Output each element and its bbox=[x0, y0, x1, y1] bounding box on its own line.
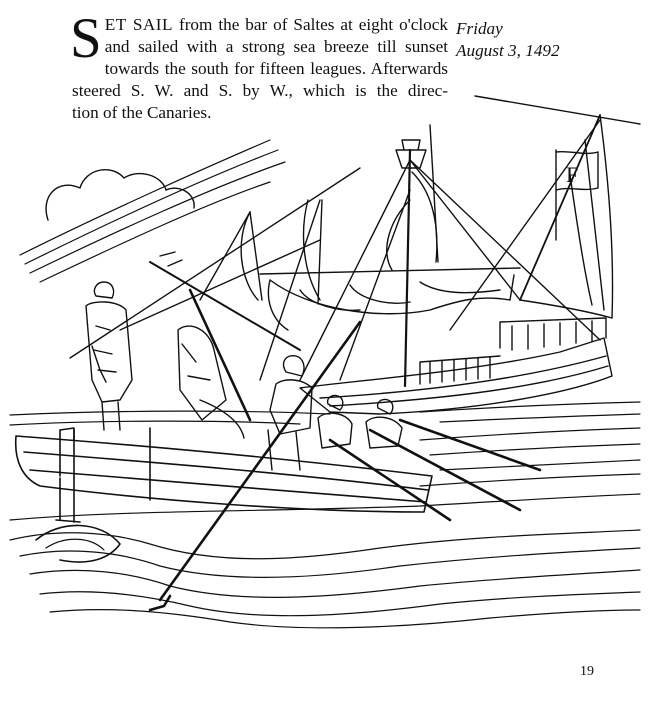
entry-line-2: and sailed with a strong sea breeze till sunset bbox=[104, 37, 448, 56]
lead-words: ET SAIL bbox=[104, 15, 174, 34]
margin-date-note bbox=[456, 18, 560, 62]
rower-3 bbox=[318, 395, 352, 448]
entry-line-1 bbox=[72, 14, 448, 36]
page-number: 19 bbox=[580, 664, 594, 679]
rower-4 bbox=[366, 399, 402, 448]
entry-line-5: tion of the Canaries. bbox=[72, 103, 212, 122]
wind-streaks bbox=[20, 140, 285, 282]
entry-line-1-rest: from the bar of Saltes at eight o'clock bbox=[173, 15, 448, 34]
drop-cap: S bbox=[70, 7, 102, 70]
margin-day: Friday bbox=[456, 19, 503, 38]
standing-man bbox=[86, 282, 132, 430]
margin-date: August 3, 1492 bbox=[456, 41, 560, 60]
journal-entry bbox=[70, 7, 448, 124]
sea-waves bbox=[10, 402, 640, 628]
flag-monogram: F bbox=[566, 162, 579, 187]
caravel-ship bbox=[70, 96, 640, 414]
entry-line-3: towards the south for fifteen leagues. Afterwards bbox=[104, 59, 448, 78]
entry-line-4: steered S. W. and S. by W., which is the direc- bbox=[72, 81, 448, 100]
